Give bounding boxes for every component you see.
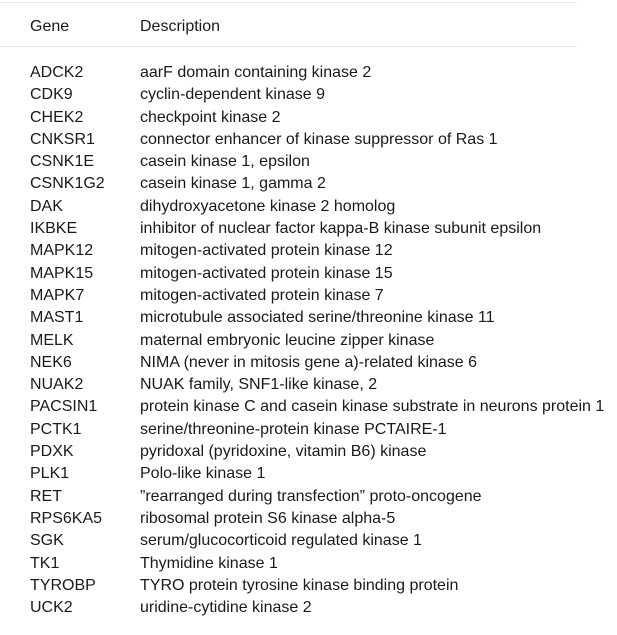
description-cell: Thymidine kinase 1 bbox=[140, 554, 278, 572]
table-row bbox=[0, 263, 617, 285]
table-row bbox=[0, 330, 617, 352]
gene-cell: MAPK12 bbox=[30, 242, 94, 260]
description-cell: ribosomal protein S6 kinase alpha-5 bbox=[140, 509, 396, 527]
table-row bbox=[0, 285, 617, 307]
gene-cell: PDXK bbox=[30, 443, 74, 461]
description-cell: serum/glucocorticoid regulated kinase 1 bbox=[140, 532, 422, 550]
description-cell: dihydroxyacetone kinase 2 homolog bbox=[140, 197, 396, 215]
description-cell: ”rearranged during transfection” proto-oncogene bbox=[140, 487, 482, 505]
gene-cell: MAPK15 bbox=[30, 264, 94, 282]
description-cell: checkpoint kinase 2 bbox=[140, 108, 281, 126]
gene-column-header: Gene bbox=[30, 18, 70, 35]
table-row bbox=[0, 62, 617, 84]
gene-cell: SGK bbox=[30, 532, 64, 550]
description-cell: protein kinase C and casein kinase substrate in neurons protein 1 bbox=[140, 398, 605, 416]
description-cell: connector enhancer of kinase suppressor of Ras 1 bbox=[140, 130, 498, 148]
table-row bbox=[0, 508, 617, 530]
gene-cell: CDK9 bbox=[30, 86, 73, 104]
header-rule bbox=[0, 46, 577, 47]
table-row bbox=[0, 441, 617, 463]
table-row bbox=[0, 530, 617, 552]
gene-cell: RET bbox=[30, 487, 62, 505]
table-row bbox=[0, 173, 617, 195]
gene-cell: DAK bbox=[30, 197, 63, 215]
gene-cell: MELK bbox=[30, 331, 74, 349]
description-cell: TYRO protein tyrosine kinase binding protein bbox=[140, 576, 459, 594]
description-cell: NIMA (never in mitosis gene a)-related kinase 6 bbox=[140, 353, 478, 371]
table-row bbox=[0, 151, 617, 173]
description-cell: pyridoxal (pyridoxine, vitamin B6) kinase bbox=[140, 443, 427, 461]
description-cell: cyclin-dependent kinase 9 bbox=[140, 86, 326, 104]
table-row bbox=[0, 240, 617, 262]
description-cell: uridine-cytidine kinase 2 bbox=[140, 599, 312, 617]
description-cell: Polo-like kinase 1 bbox=[140, 465, 266, 483]
gene-cell: MAPK7 bbox=[30, 286, 85, 304]
description-cell: serine/threonine-protein kinase PCTAIRE-1 bbox=[140, 420, 447, 438]
table-row bbox=[0, 352, 617, 374]
gene-cell: TYROBP bbox=[30, 576, 96, 594]
table-row bbox=[0, 307, 617, 329]
table-body bbox=[0, 62, 617, 619]
table-header bbox=[0, 16, 577, 38]
table-row bbox=[0, 107, 617, 129]
gene-cell: RPS6KA5 bbox=[30, 509, 103, 527]
description-cell: mitogen-activated protein kinase 7 bbox=[140, 286, 384, 304]
description-cell: maternal embryonic leucine zipper kinase bbox=[140, 331, 435, 349]
gene-cell: CSNK1E bbox=[30, 153, 95, 171]
table-row bbox=[0, 374, 617, 396]
gene-cell: MAST1 bbox=[30, 309, 84, 327]
table-row bbox=[0, 553, 617, 575]
description-cell: mitogen-activated protein kinase 15 bbox=[140, 264, 393, 282]
gene-cell: PACSIN1 bbox=[30, 398, 98, 416]
description-cell: mitogen-activated protein kinase 12 bbox=[140, 242, 393, 260]
table-row bbox=[0, 486, 617, 508]
table-row bbox=[0, 396, 617, 418]
gene-cell: CNKSR1 bbox=[30, 130, 95, 148]
gene-cell: PCTK1 bbox=[30, 420, 82, 438]
table-row bbox=[0, 196, 617, 218]
gene-cell: IKBKE bbox=[30, 220, 78, 238]
gene-cell: NUAK2 bbox=[30, 376, 84, 394]
table-row bbox=[0, 84, 617, 106]
table-row bbox=[0, 419, 617, 441]
description-cell: casein kinase 1, epsilon bbox=[140, 153, 310, 171]
gene-cell: ADCK2 bbox=[30, 64, 84, 81]
table-row bbox=[0, 129, 617, 151]
description-cell: microtubule associated serine/threonine kinase 11 bbox=[140, 309, 495, 327]
top-rule bbox=[0, 2, 577, 3]
gene-cell: UCK2 bbox=[30, 599, 73, 617]
description-cell: NUAK family, SNF1-like kinase, 2 bbox=[140, 376, 378, 394]
table-row bbox=[0, 597, 617, 619]
gene-cell: CHEK2 bbox=[30, 108, 84, 126]
gene-cell: PLK1 bbox=[30, 465, 70, 483]
table-row bbox=[0, 575, 617, 597]
gene-cell: TK1 bbox=[30, 554, 60, 572]
table-row bbox=[0, 463, 617, 485]
gene-cell: CSNK1G2 bbox=[30, 175, 105, 193]
description-column-header: Description bbox=[140, 18, 221, 35]
table-row bbox=[0, 218, 617, 240]
gene-cell: NEK6 bbox=[30, 353, 72, 371]
description-cell: inhibitor of nuclear factor kappa-B kinase subunit epsilon bbox=[140, 220, 542, 238]
description-cell: aarF domain containing kinase 2 bbox=[140, 64, 372, 81]
description-cell: casein kinase 1, gamma 2 bbox=[140, 175, 326, 193]
